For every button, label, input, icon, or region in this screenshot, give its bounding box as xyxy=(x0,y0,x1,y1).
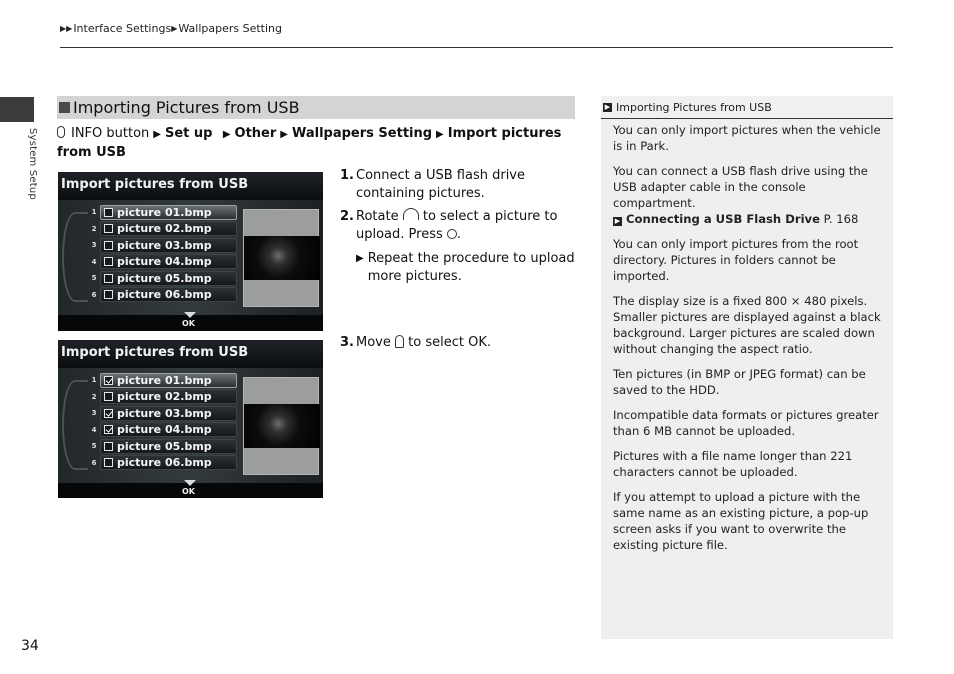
ok-button[interactable]: OK xyxy=(182,319,195,328)
reference-page[interactable]: P. 168 xyxy=(823,212,859,226)
list-item[interactable]: 1 picture 01.bmp xyxy=(92,372,237,388)
checkbox-icon xyxy=(104,458,113,467)
triangle-right-icon: ▶▶ xyxy=(60,24,73,33)
triangle-right-icon: ▶ xyxy=(171,24,178,33)
screen-footer xyxy=(58,315,323,331)
nav-step-other: Other xyxy=(234,126,277,141)
note-incompatible: Incompatible data formats or pictures greater than 6 MB cannot be uploaded. xyxy=(613,408,879,438)
picture-list xyxy=(92,204,237,303)
step-3: 3. Move to select OK. xyxy=(340,335,492,350)
list-item[interactable]: 1 picture 01.bmp xyxy=(92,204,237,220)
preview-image xyxy=(244,404,320,448)
voice-command-icon xyxy=(57,126,65,138)
list-item[interactable]: 4 picture 04.bmp xyxy=(92,254,237,270)
checkbox-checked-icon xyxy=(104,409,113,418)
checkbox-checked-icon xyxy=(104,376,113,385)
press-button-icon xyxy=(447,229,457,239)
cross-reference-icon: ▶ xyxy=(614,217,621,225)
triangle-right-icon: ▶ xyxy=(436,129,444,140)
ok-button[interactable]: OK xyxy=(182,487,195,496)
sidebar-header xyxy=(601,96,893,119)
rotate-knob-icon xyxy=(403,208,419,220)
list-item[interactable]: 6 picture 06.bmp xyxy=(92,455,237,471)
chevron-down-icon xyxy=(184,312,196,318)
notes-sidebar xyxy=(601,96,893,639)
list-item[interactable]: 3 picture 03.bmp xyxy=(92,237,237,253)
move-joystick-icon xyxy=(395,335,404,348)
list-item[interactable]: 2 picture 02.bmp xyxy=(92,221,237,237)
checkbox-icon xyxy=(104,257,113,266)
knob-graphic xyxy=(62,212,88,302)
screen-import-1 xyxy=(58,172,323,331)
list-item[interactable]: 5 picture 05.bmp xyxy=(92,438,237,454)
step-number: 1. xyxy=(340,168,354,183)
step-text: Connect a USB flash drive containing pictures. xyxy=(356,168,525,201)
note-usb-adapter: You can connect a USB flash drive using the USB adapter cable in the console compartment. ▶ Connecting a USB Flash Drive P. 168 xyxy=(613,164,868,226)
breadcrumb-item-wallpapers-setting[interactable]: Wallpapers Setting xyxy=(178,22,282,35)
reference-link[interactable]: Connecting a USB Flash Drive xyxy=(626,212,820,226)
note-ten-pictures: Ten pictures (in BMP or JPEG format) can be saved to the HDD. xyxy=(613,367,866,397)
checkbox-checked-icon xyxy=(104,425,113,434)
sidebar-notes xyxy=(601,119,893,553)
screen-footer xyxy=(58,483,323,498)
square-bullet-icon xyxy=(59,102,70,113)
triangle-right-icon: ▶ xyxy=(356,253,364,264)
checkbox-icon xyxy=(104,224,113,233)
ok-label: OK xyxy=(468,335,487,350)
section-header xyxy=(57,96,575,119)
list-item[interactable]: 5 picture 05.bmp xyxy=(92,270,237,286)
page-number: 34 xyxy=(21,638,39,654)
reference-icon: ▶ xyxy=(604,102,611,111)
chapter-label: System Setup xyxy=(27,128,38,200)
checkbox-icon xyxy=(104,392,113,401)
step-2: 2. Rotate to select a picture to upload. Press . ▶ Repeat the procedure to upload more pictures. xyxy=(340,208,580,286)
note-park: You can only import pictures when the vehicle is in Park. xyxy=(613,123,881,153)
navigation-path xyxy=(57,125,575,162)
screen-title: Import pictures from USB xyxy=(58,340,323,368)
note-root-directory: You can only import pictures from the root directory. Pictures in folders cannot be imported. xyxy=(613,237,859,283)
section-title: Importing Pictures from USB xyxy=(73,98,300,117)
picture-list xyxy=(92,372,237,471)
breadcrumb-item-interface-settings[interactable]: Interface Settings xyxy=(73,22,172,35)
checkbox-icon xyxy=(104,241,113,250)
triangle-right-icon: ▶ xyxy=(153,129,161,140)
step-number: 2. xyxy=(340,209,354,224)
list-item[interactable]: 2 picture 02.bmp xyxy=(92,389,237,405)
nav-step-setup: Set up xyxy=(164,126,213,141)
step-sub-text: Repeat the procedure to upload more pictures. xyxy=(367,251,575,284)
triangle-right-icon: ▶ xyxy=(216,129,231,140)
checkbox-icon xyxy=(104,442,113,451)
picture-preview xyxy=(243,209,319,307)
step-number: 3. xyxy=(340,335,354,350)
picture-preview xyxy=(243,377,319,475)
sidebar-title: Importing Pictures from USB xyxy=(616,100,772,114)
screen-body xyxy=(58,200,323,315)
screen-title: Import pictures from USB xyxy=(58,172,323,200)
note-file-name: Pictures with a file name longer than 221 characters cannot be uploaded. xyxy=(613,449,853,479)
screen-import-2 xyxy=(58,340,323,498)
checkbox-icon xyxy=(104,290,113,299)
screen-body xyxy=(58,368,323,483)
list-item[interactable]: 6 picture 06.bmp xyxy=(92,287,237,303)
triangle-right-icon: ▶ xyxy=(280,129,288,140)
nav-lead: INFO button xyxy=(71,126,150,141)
breadcrumb xyxy=(60,22,282,35)
checkbox-icon xyxy=(104,208,113,217)
list-item[interactable]: 3 picture 03.bmp xyxy=(92,405,237,421)
nav-step-import: Import pictures from USB xyxy=(57,126,562,160)
nav-step-wallpapers: Wallpapers Setting xyxy=(291,126,433,141)
knob-graphic xyxy=(62,380,88,470)
list-item[interactable]: 4 picture 04.bmp xyxy=(92,422,237,438)
preview-image xyxy=(244,236,320,280)
chevron-down-icon xyxy=(184,480,196,486)
step-1 xyxy=(340,167,580,203)
chapter-tab xyxy=(0,97,34,122)
note-overwrite: If you attempt to upload a picture with the same name as an existing picture, a pop-up screen asks if you want to overwrite the existing picture file. xyxy=(613,490,869,552)
header-rule xyxy=(60,47,893,48)
note-display-size: The display size is a fixed 800 × 480 pixels. Smaller pictures are displayed against a black background. Larger pictures are scaled down without changing the aspect ratio. xyxy=(613,294,881,356)
checkbox-icon xyxy=(104,274,113,283)
